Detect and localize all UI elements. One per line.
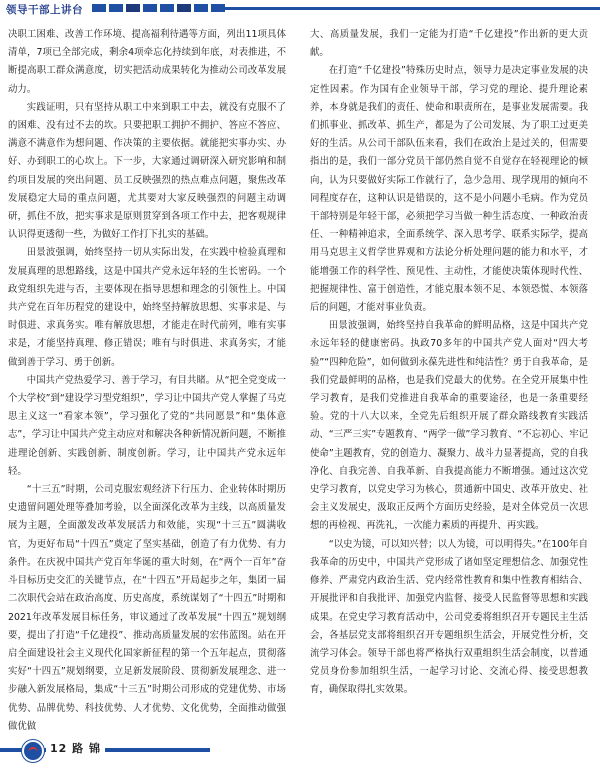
paragraph: 决职工困难、改善工作环境、提高福利待遇等方面，列出11项具体清单，7项已全部完成，剩余4项牵忘化持续到年底，对表推进，不断提高职工群众满意度，切实把活动成果转化为推动公司改革发展动力。 xyxy=(8,29,286,95)
section-title: 领导干部上讲台 xyxy=(6,4,83,16)
paragraph: “十三五”时期，公司克服宏观经济下行压力、企业转体时期历史遗留问题处理等叠加考验，以全面深化改革为主线，以高质量发展为主题，全面激发改革发展活力和效能，实现“十三五”圆满收官，为更好布局“十四五”奠定了坚实基础，创造了有力优势、有力条件。在庆祝中国共产党百年华诞的重大时刻，在“两个一百年”奋斗目标历史交汇的关键节点，在“十四五”开局起步之年，集团一届二次职代会站在政治高度、历史高度，系统谋划了“十四五”时期和2021年改革发展目标任务，审议通过了改革发展“十四五”规划纲要，提出了打造“千亿建投”、推动高质量发展的宏伟蓝图。站在开启全面建设社会主义现代化国家新征程的第一个五年起点，贯彻落实好“十四五”规划纲要，立足新发展阶段、贯彻新发展理念、进一步融入新发展格局，集成“十三五”时期公司形成的党建优势、市场优势、品牌优势、科技优势、人才优势、文化优势，全面推动做强做优做 xyxy=(8,484,286,732)
paragraph: “以史为镜，可以知兴替；以人为镜，可以明得失。”在100年自我革命的历史中，中国共产党形成了诸如坚定理想信念、加强党性修养、严肃党内政治生活、党内经常性教育和集中性教育相结合、开展批评和自我批评、加强党内监督、接受人民监督等思想和实践成果。在党史学习教育活动中，公司党委将组织召开专题民主生活会，各基层党支部将组织召开专题组织生活会，开展党性分析，交流学习体会。领导干部也将严格执行双重组织生活会制度，以普通党员身份参加组织生活，一起学习讨论、交流心得、接受思想教育，确保取得扎实效果。 xyxy=(310,538,588,696)
paragraph: 在打造“千亿建投”特殊历史时点，领导力是决定事业发展的决定性因素。作为国有企业领导干部，学习党的理论、提升理论素养，本身就是我们的责任、使命和职责所在，是事业发展需要。我们抓事业、抓改革、抓生产，都是为了公司发展、为了职工过更美好的生活。从公司干部队伍来看，我们在政治上是过关的，但需要指出的是，我们一部分党员干部仍然自觉不自觉存在轻视理论的倾向，认为只要做好实际工作就行了，急少急用、现学现用的倾向不同程度存在，这种认识是错误的，这不是小问题小毛病。作为党员干部特别是年轻干部，必须把学习当做一种生活态度、一种政治责任、一种精神追求，全面系统学、深入思考学、联系实际学，提高用马克思主义哲学世界观和方法论分析处理问题的能力和水平，才能增强工作的科学性、预见性、主动性，才能使决策体现时代性、把握规律性、富于创造性，才能克服本领不足、本领恐慌、本领落后的问题，才能对事业负责。 xyxy=(310,65,588,314)
page-number: 12 路 锦 xyxy=(46,740,105,756)
page-header xyxy=(0,0,600,20)
header-rule xyxy=(224,7,600,10)
paragraph: 中国共产党热爱学习、善于学习，有目共睹。从“把全党变成一个大学校”到“建设学习型党组织”，学习让中国共产党人掌握了马克思主义这一“看家本领”，学习强化了党的“共同愿景”和“集体意志”，学习让中国共产党主动应对和解决各种新情况新问题，不断推进理论创新、实践创新、制度创新。学习，让中国共产党永远年轻。 xyxy=(8,374,286,477)
paragraph: 田景波强调，始终坚持一切从实际出发，在实践中检验真理和发展真理的思想路线，这是中国共产党永远年轻的生长密码。一个政党组织先进与否，主要体现在指导思想和理念的引领性上。中国共产党在百年历程党的建设中，始终坚持解放思想、实事求是、与时俱进、求真务实。唯有解放思想，才能走在时代前列，唯有实事求是，才能坚持真理、修正错误；唯有与时俱进、求真务实，才能做到善于学习、勇于创新。 xyxy=(8,247,286,368)
header-decoration xyxy=(92,4,225,12)
right-column xyxy=(310,26,588,722)
paragraph: 实践证明，只有坚持从职工中来到职工中去，就没有克服不了的困难、没有过不去的坎。只要把职工拥护不拥护、答应不答应、满意不满意作为想问题、作决策的主要依据。就能把实事办实、办好、办到职工的心坎上。下一步，大家通过调研深入研究影响和制约项目发展的突出问题、员工反映强烈的热点难点问题，聚焦改革发展稳定大局的重点问题，尤其要对大家反映强烈的问题主动调研，抓住不放，把实事求是原则贯穿到各项工作中去，把客观规律认识得更透彻一些，为做好工作打下扎实的基础。 xyxy=(8,101,286,241)
paragraph: 大、高质量发展，我们一定能为打造“千亿建投”作出新的更大贡献。 xyxy=(310,29,588,59)
page-footer xyxy=(0,740,600,770)
magazine-logo-icon xyxy=(22,740,44,762)
left-column xyxy=(8,26,286,732)
paragraph: 田景波强调，始终坚持自我革命的鲜明品格，这是中国共产党永远年轻的健康密码。执政70多年的中国共产党人面对“四大考验”“四种危险”，如何做到永葆先进性和纯洁性？勇于自我革命，是我们党最鲜明的品格，也是我们党最大的优势。在全党开展集中性学习教育，是我们党推进自我革命的重要途径，也是一条重要经验。党的十八大以来，全党先后组织开展了群众路线教育实践活动、“三严三实”专题教育、“两学一做”学习教育、“不忘初心、牢记使命”主题教育，党的创造力、凝聚力、战斗力显著提高，党的自我净化、自我完善、自我革新、自我提高能力不断增强。通过这次党史学习教育，以党史学习为核心，贯通新中国史、改革开放史、社会主义发展史，汲取正反两个方面历史经验，是对全体党员一次思想的再检视、再洗礼，一次能力素质的再提升、再实践。 xyxy=(310,320,588,532)
